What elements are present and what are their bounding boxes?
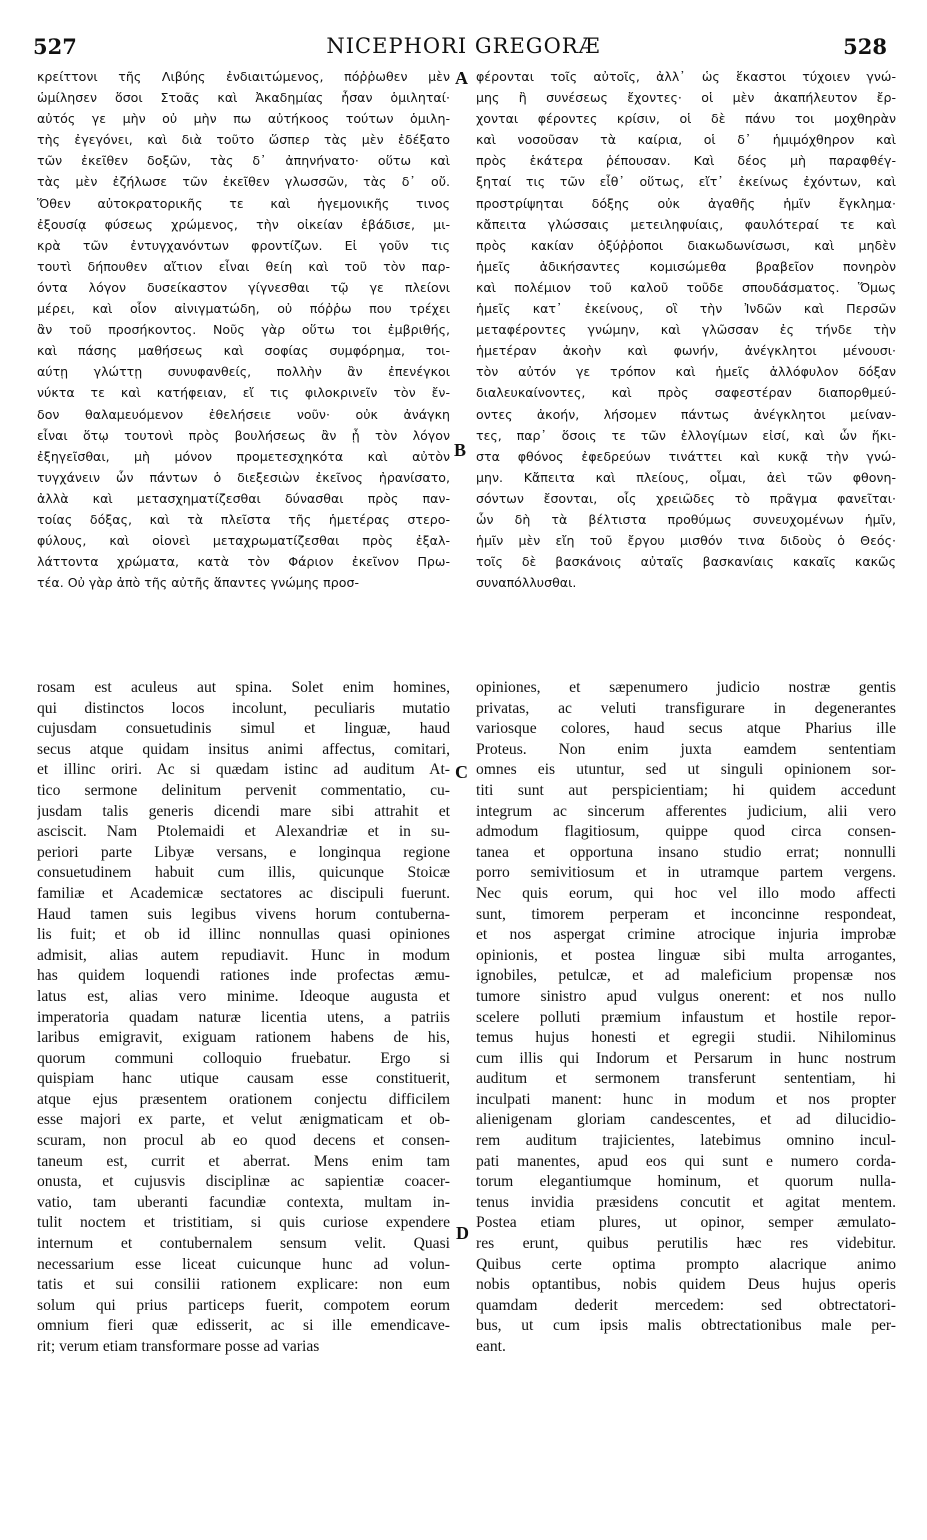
text-line: Haud tamen suis legibus vivens horum contuberna- [37,905,450,923]
text-line: ἀλλὰ καὶ μετασχηματίζεσθαι δύνασθαι πρὸς παν- [37,490,450,506]
text-line: cum illis qui Indorum et Persarum in hunc nostrum [476,1049,896,1067]
text-line: ξηταί τις τῶν εἶθ᾽ οὕτως, εἴτ᾽ ἐκείνως ἐχόντων, καὶ [476,174,896,190]
text-line: μεταφέροντες γνώμην, καὶ γλῶσσαν ἐς τήνδε τὴν [476,322,896,338]
text-line: quispiam hanc utique causam esse constituerit, [37,1070,450,1088]
text-line: opiniones, et sæpenumero judicio nostræ gentis [476,679,896,696]
text-line: λάττοντα χρώματα, κατὰ τὸν Φάριον ἐκεῖνον Πρω- [37,554,450,570]
text-line: tulit noctem et tristitiam, si quis curiose expendere [37,1214,450,1232]
text-line: jusdam talis generis dicendi mare sibi attrahit et [37,802,450,820]
text-line: has quidem loquendi rationes inde profectas æmu- [37,967,450,985]
text-line: τὴς ἐγεγόνει, καὶ διὰ τοῦτο ὥσπερ τὰς μὲν ἐδέξατο [37,132,450,148]
latin-text-right-column [476,678,896,1528]
text-line: ὡμίλησεν ὅσοι Στοᾶς καὶ Ἀκαδημίας ἦσαν ὁμιληταί· [37,90,450,106]
text-line: κρὰ τῶν ἐντυγχανόντων φροντίζων. Εἰ γοῦν τις [37,237,450,253]
text-line: κἄπειτα γλώσσαις μετειληφυίαις, φαυλότεραί τε καὶ [476,216,896,232]
text-line: φέρονται τοῖς αὐτοῖς, ἀλλ᾽ ὡς ἕκαστοι τύχοιεν γνώ- [476,69,896,84]
text-line: omnes eis utuntur, sed ut singuli opinionem sor- [476,761,896,779]
text-line: Postea etiam plures, ut opinor, semper æmulato- [476,1214,896,1232]
text-line: inculpati manent: hunc in modum et nos propter [476,1090,896,1108]
text-line: familiæ et Academicæ sectatores ac discipuli fuerunt. [37,884,450,902]
text-line: asciscit. Nam Ptolemaidi et Alexandriæ et in su- [37,823,450,841]
running-title: NICEPHORI GREGORÆ [326,34,601,58]
text-line: διαλευκαίνοντες, καὶ πρὸς σαφεστέραν διαπορθμεύ- [476,385,896,401]
margin-marker-a: A [455,68,468,88]
text-line: laribus emigravit, exiguam rationem habens de his, [37,1029,450,1047]
text-line: titi sunt aut perspicientiam; hi quidem accedunt [476,781,896,799]
text-line: Nec quis eorum, qui hoc vel illo modo affecti [476,884,896,902]
text-line: ὧν δὴ τὰ βέλτιστα προθύμως συνευχομένων ἡμῖν, [476,511,896,527]
text-line: tanea et opportuna insano studio errat; nonnulli [476,843,896,861]
text-line: imperatoria quadam naturæ licentia utens, a patriis [37,1008,450,1026]
text-line: pati manentes, apud eos qui sunt e numero corda- [476,1152,896,1170]
text-line: ἡμετέραν ἀκοὴν καὶ φωνήν, ἀνέγκλητοι μένουσι· [476,343,896,359]
text-line: lis fuit; et ob id illinc nonnullas quasi opiniones [37,926,450,944]
text-line: πρὸς κακίαν ὀξύῤῥοποι διακωδωνίσωσι, καὶ μηδὲν [476,237,896,253]
text-line: quamdam dederit mercedem: sed obtrectatori- [476,1296,896,1314]
text-line: torum elegantiumque hominum, et quorum nulla- [476,1173,896,1191]
text-line: tenus invidia præsidens concutit et agitat mentem. [476,1193,896,1211]
page-number-right: 528 [843,34,887,59]
margin-marker-c: C [455,762,468,782]
text-line: consuetudinem habuit cum illis, quicunque Stoicæ [37,864,450,882]
text-line: μης ἢ συνέσεως ἔχοντες· οἱ μὲν ἀκαπήλευτον ἔρ- [476,90,896,106]
text-line: sunt, timorem perperam et inconcinne respondeat, [476,905,896,923]
greek-text-right-column [476,66,896,661]
text-line: τυγχάνειν ὧν πάντων ὁ διεξεσιὼν ἐκεῖνος ἠρανίσατο, [37,469,450,485]
latin-text-left-column [37,678,450,1528]
text-line: opinionis, et postea linguæ sibi multa arrogantes, [476,946,896,964]
text-line: τοῖς δὲ βασκάνοις αὐταῖς βασκανίαις κακαῖς κακῶς [476,554,896,570]
text-line: auditum et sermonem transferunt sententiam, hi [476,1070,896,1088]
text-line: όντα λόγον δυσείκαστον γίγνεσθαι τῷ γε πλείονι [37,279,450,295]
text-line: scuram, non procul ab eo quod decens et consen- [37,1132,450,1150]
margin-marker-d: D [456,1223,469,1243]
text-line: κρείττονι τῆς Λιβύης ἐνδιαιτώμενος, πόῤῥωθεν μὲν [37,69,450,84]
text-line: latus est, alias vero minime. Ideoque augusta et [37,987,450,1005]
text-line: δον θαλαμευόμενον ἐθελήσειε νοῦν· οὐκ ἀνάγκη [37,406,450,422]
text-line: tico sermone delinitum pervenit commentatio, cu- [37,781,450,799]
text-line: rit; verum etiam transformare posse ad varias [37,1338,320,1355]
text-line: rosam est aculeus aut spina. Solet enim homines, [37,679,450,696]
text-line: ἂν τοῦ προσήκοντος. Νοῦς γὰρ οὕτω τοι ἐμβριθής, [37,322,450,338]
text-line: ἐξουσίᾳ φύσεως χρώμενος, τὴν οἰκείαν ἐβάδισε, μι- [37,216,450,232]
text-line: τέα. Οὐ γὰρ ἀπὸ τῆς αὐτῆς ἅπαντες γνώμης προσ- [37,575,359,591]
text-line: τοίας δόξας, καὶ τὰ πλεῖστα τῆς ἡμετέρας στερο- [37,511,450,527]
text-line: ἐξηγεῖσθαι, μὴ μόνον προμετεσχηκότα καὶ αὐτὸν [37,448,450,464]
text-line: temus hujus honesti et egregii studii. Nihilominus [476,1029,896,1047]
text-line: αὐτός γε μὴν οὐ μὴν πω αὐτήκοος τούτων ὁμιλη- [37,111,450,127]
text-line: et illinc oriri. Ac si quædam istinc ad auditum At- [37,761,450,779]
page-number-left: 527 [33,34,77,59]
text-line: συναπόλλυσθαι. [476,575,577,591]
text-line: necessarium esse liceat cuicunque hunc ad volun- [37,1255,450,1273]
text-line: scelere polluti præmium infaustum et hostile repor- [476,1008,896,1026]
text-line: qui distinctos locos incolunt, peculiaris mutatio [37,699,450,717]
text-line: atque ejus præsentem orationem conjectu difficilem [37,1090,450,1108]
text-line: ἡμεῖς κατ᾽ ἐκείνους, οἳ τὴν Ἰνδῶν καὶ Περσῶν [476,301,896,317]
text-line: nobis optantibus, nobis quidem Deus hujus operis [476,1276,896,1294]
text-line: οντες ἀκοήν, λήσομεν πάντως ἀνέγκλητοι μείναν- [476,406,896,422]
text-line: ἡμεῖς ἀδικήσαντες κομισώμεθα βραβεῖον πονηρὸν [476,258,896,274]
text-line: σόντων ἔσονται, οἷς χρειῶδες τὸ πρᾶγμα φανεῖται· [476,490,896,506]
text-line: secus atque quidam insitus animi affectus, comitari, [37,740,450,758]
text-line: admodum flagitiosum, quippe quod circa consen- [476,823,896,841]
text-line: εἶναι ὅτῳ τουτονὶ πρὸς βουλήσεως ἂν ᾖ τὸν λόγον [37,427,450,443]
text-line: eant. [476,1338,506,1355]
text-line: προστρίψηται δόξης οὐκ ἀγαθῆς ἡμῖν ἔγκλημα· [476,195,896,211]
text-line: αύτῃ γλώττῃ συνυφανθείς, πολλὴν ἂν ἐπενέγκοι [37,364,450,380]
text-line: ἡμῖν μὲν εἴη τοῦ ἔργου μισθόν τινα διδοὺς ὁ Θεός· [476,533,896,549]
text-line: esse majori ex parte, et velut ænigmaticam et ob- [37,1111,450,1129]
text-line: Proteus. Non enim juxta eamdem sententiam [476,740,896,758]
text-line: variosque colores, haud secus atque Pharius ille [476,720,896,738]
text-line: admisit, alias autem repudiavit. Hunc in modum [37,946,450,964]
text-line: et nos aspergat crimine atrocique injuria improbæ [476,926,896,944]
text-line: porro semivitiosum et in utramque partem vergens. [476,864,896,882]
text-line: ignobiles, petulcæ, et ad maleficium propensæ nos [476,967,896,985]
text-line: χονται φέροντες κρίσιν, οἱ δὲ πάνυ τοι μοχθηρὰν [476,111,896,127]
text-line: στα φθόνος ἐφεδρεύων τινάττει καὶ κυκᾷ τὴν γνώ- [476,448,896,464]
text-line: omnium fieri quæ edisserit, ac si ille emendicave- [37,1317,450,1335]
text-line: τουτὶ δήπουθεν αἴτιον εἶναι θείη καὶ τοῦ τὸν παρ- [37,258,450,274]
text-line: rem auditum trajicientes, latebimus omnino incul- [476,1132,896,1150]
text-line: solum qui prius particeps fuerit, compotem eorum [37,1296,450,1314]
text-line: καὶ πάσης μαθήσεως καὶ σοφίας συμφόρημα, τοι- [37,343,450,359]
text-line: φύλους, καὶ οἱονεὶ μεταχρωματίζεσθαι πρὸς ἐξαλ- [37,533,450,549]
text-line: periori parte Libyæ versans, e longinqua regione [37,843,450,861]
text-line: taneum est, currit et aberrat. Mens enim tam [37,1152,450,1170]
text-line: quorum communi colloquio fruebatur. Ergo si [37,1049,450,1067]
text-line: onusta, et cujusvis disciplinæ ac sapientiæ coacer- [37,1173,450,1191]
text-line: νύκτα τε καὶ κατήφειαν, εἴ τις φιλοκρινεῖν τὸν ἔν- [37,385,450,401]
text-line: τὰς μὲν ἐζήλωσε τῶν ἐκεῖθεν γλωσσῶν, τὰς δ᾽ οὔ. [37,174,450,190]
greek-text-left-column [37,66,450,661]
text-line: καὶ νοσοῦσαν τὰ καίρια, οἱ δ᾽ ἡμιμόχθηρον καὶ [476,132,896,148]
text-line: Quibus certe optima prompto alacrique animo [476,1255,896,1273]
text-line: vatio, tam uberanti facundiæ contexta, multam in- [37,1193,450,1211]
text-line: alienigenam gloriam candescentes, et ad dilucidio- [476,1111,896,1129]
text-line: res erunt, quibus perutilis hæc res videbitur. [476,1235,896,1253]
text-line: τῶν ἐκεῖθεν δοξῶν, τὰς δ᾽ ἀπηνήνατο· οὕτω καὶ [37,153,450,169]
text-line: Ὅθεν αὐτοκρατορικῆς τε καὶ ἡγεμονικῆς τινος [37,195,450,211]
text-line: internum et contubernalem sensum velit. Quasi [37,1235,450,1253]
text-line: integrum ac sincerum afferentes judicium, alii vero [476,802,896,820]
text-line: bus, ut cum ipsis malis obtrectationibus male per- [476,1317,896,1335]
text-line: τες, παρ᾽ ὅσοις τε τῶν ἐλλογίμων εἰσί, καὶ ὧν ἥκι- [476,427,896,443]
text-line: μην. Κἄπειτα καὶ πλείους, οἶμαι, ἀεὶ τῶν φθονη- [476,469,896,485]
page-header [0,0,927,60]
text-line: tatis et sui consilii rationem explicare: non eum [37,1276,450,1294]
text-line: πρὸς ἑκάτερα ῥέπουσαν. Καὶ δέος μὴ παραφθέγ- [476,153,896,169]
margin-marker-b: B [454,440,467,460]
text-line: μέρει, καὶ οἷον αἰνιγματώδη, οὐ πόῤῥω που τρέχει [37,301,450,317]
text-line: tumore sinistro apud vulgus onerent: et nos nullo [476,987,896,1005]
text-line: καὶ πολέμιον τοῦ καλοῦ τοῦδε σπουδάσματος. Ὅμως [476,279,896,295]
text-line: τὸν αὐτόν γε τρόπον καὶ ἡμεῖς ἀλλόφυλον δόξαν [476,364,896,380]
text-line: privatas, ac veluti transfigurare in degenerantes [476,699,896,717]
text-line: cujusdam consuetudinis simul et linguæ, haud [37,720,450,738]
